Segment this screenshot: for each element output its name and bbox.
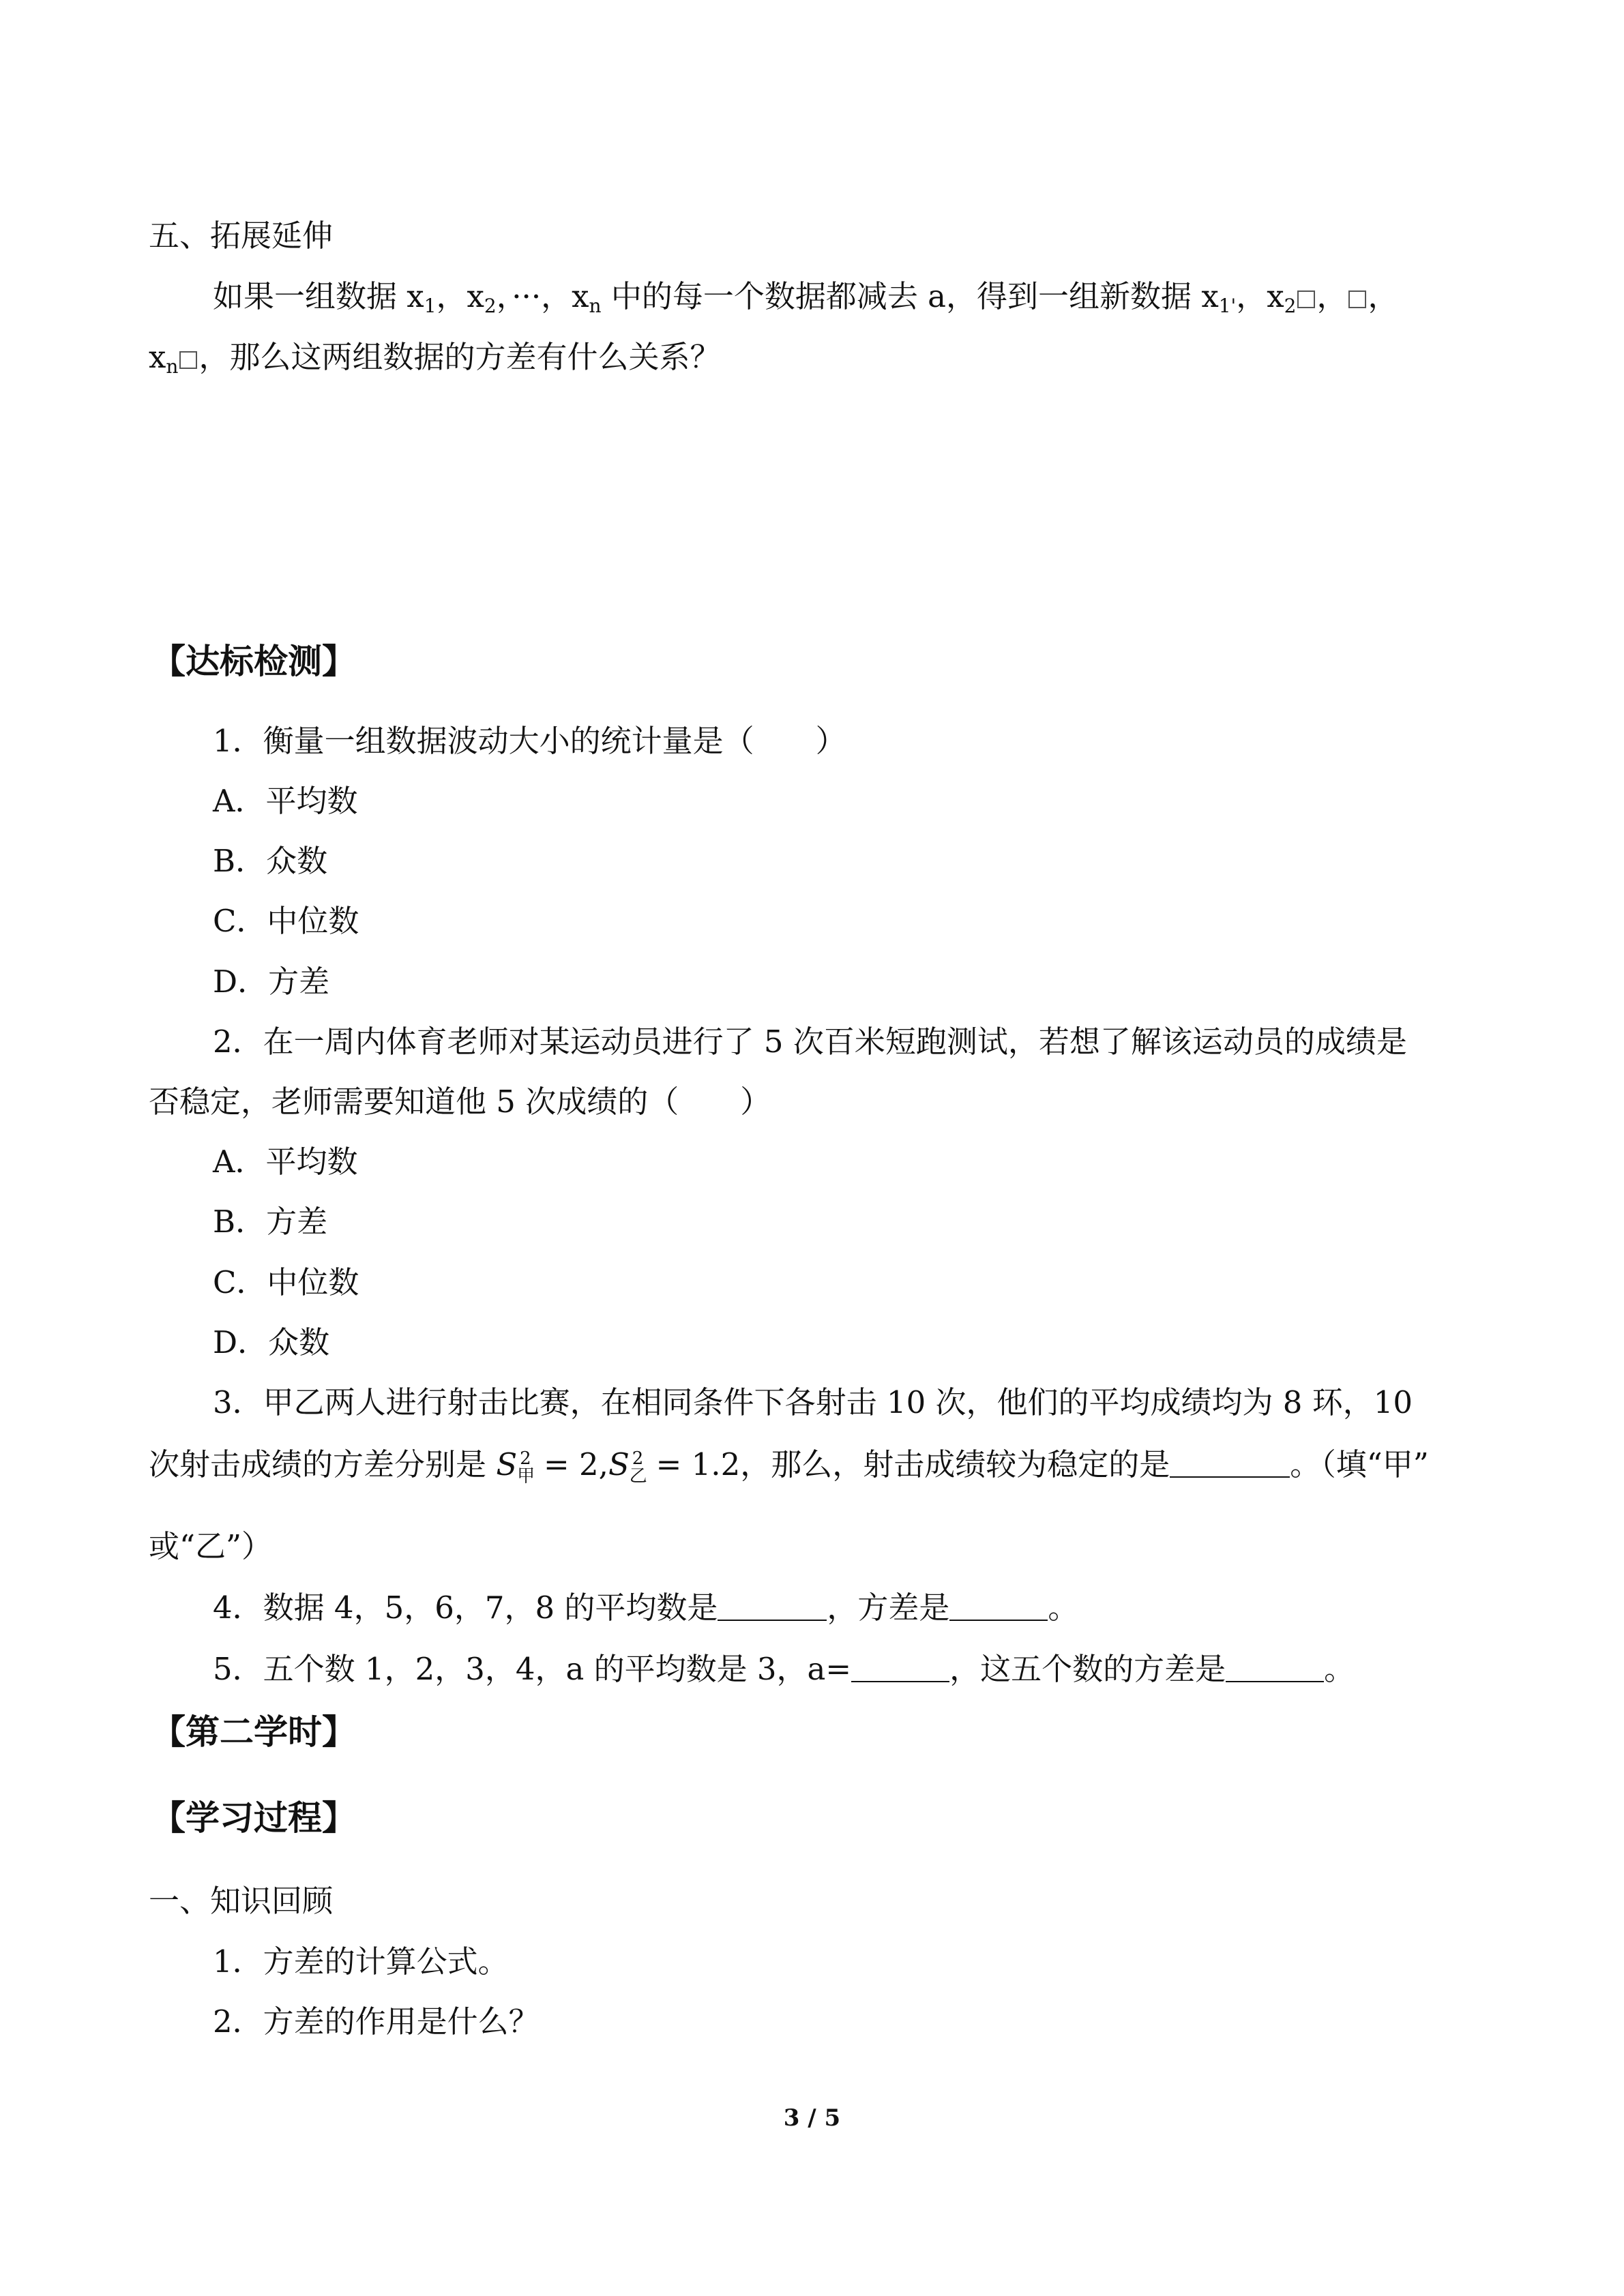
answer-blank[interactable] bbox=[718, 1591, 827, 1621]
question-4: 4．数据 4，5，6，7，8 的平均数是 ，方差是 。 bbox=[213, 1590, 1079, 1626]
page-number: 3 / 5 bbox=[783, 2104, 841, 2132]
question-2-option-d: D．众数 bbox=[213, 1324, 330, 1360]
question-1-option-c: C．中位数 bbox=[213, 903, 359, 939]
missing-glyph-box bbox=[1297, 290, 1315, 308]
review-item-1: 1．方差的计算公式。 bbox=[213, 1943, 509, 1980]
question-2-line-2: 否稳定，老师需要知道他 5 次成绩的（ ） bbox=[149, 1084, 771, 1120]
question-1-option-b: B．众数 bbox=[213, 843, 328, 879]
question-3-line-1: 3．甲乙两人进行射击比赛，在相同条件下各射击 10 次，他们的平均成绩均为 8 环，10 bbox=[213, 1384, 1413, 1420]
review-item-2: 2．方差的作用是什么？ bbox=[213, 2003, 540, 2040]
missing-glyph-box bbox=[179, 351, 197, 369]
question-2-option-a: A．平均数 bbox=[213, 1144, 358, 1180]
section-heading-learning-process: 【学习过程】 bbox=[151, 1798, 356, 1838]
section-title-review: 一、知识回顾 bbox=[149, 1883, 334, 1919]
question-1-option-a: A．平均数 bbox=[213, 783, 358, 819]
answer-blank[interactable] bbox=[851, 1652, 949, 1682]
question-2-option-c: C．中位数 bbox=[213, 1264, 359, 1300]
variance-formula: $S_甲^2 = 2,S_乙^2 = 1.2$ bbox=[496, 1446, 741, 1487]
section-heading-check: 【达标检测】 bbox=[151, 642, 356, 681]
question-2-line-1: 2．在一周内体育老师对某运动员进行了 5 次百米短跑测试，若想了解该运动员的成绩是 bbox=[213, 1024, 1407, 1060]
answer-blank[interactable] bbox=[1226, 1652, 1324, 1682]
answer-blank[interactable] bbox=[949, 1591, 1048, 1621]
question-3-line-3: 或“乙”） bbox=[149, 1528, 273, 1564]
extension-paragraph-line-1: 如果一组数据 $x_1$，$x_2$，···，$x_n$ 中的每一个数据都减去 a，得到一组新数据 $x_{1'}$，$x_2$ ， ， bbox=[213, 278, 1399, 317]
extension-paragraph-line-2: $x_n$ ，那么这两组数据的方差有什么关系？ bbox=[149, 339, 721, 378]
answer-blank[interactable] bbox=[1170, 1448, 1290, 1478]
question-5: 5．五个数 1，2，3，4，a 的平均数是 3，a= ，这五个数的方差是 。 bbox=[213, 1651, 1355, 1687]
question-2-option-b: B．方差 bbox=[213, 1204, 328, 1240]
question-1: 1．衡量一组数据波动大小的统计量是（ ） bbox=[213, 723, 846, 759]
question-3-line-2: 次射击成绩的方差分别是 $S_甲^2 = 2,S_乙^2 = 1.2$，那么，射击成绩较为稳定的是 。（填“甲” bbox=[149, 1446, 1429, 1487]
missing-glyph-box bbox=[1348, 290, 1366, 308]
section-title-extension: 五、拓展延伸 bbox=[149, 218, 334, 254]
section-heading-second-period: 【第二学时】 bbox=[151, 1712, 356, 1752]
question-1-option-d: D．方差 bbox=[213, 964, 330, 1000]
